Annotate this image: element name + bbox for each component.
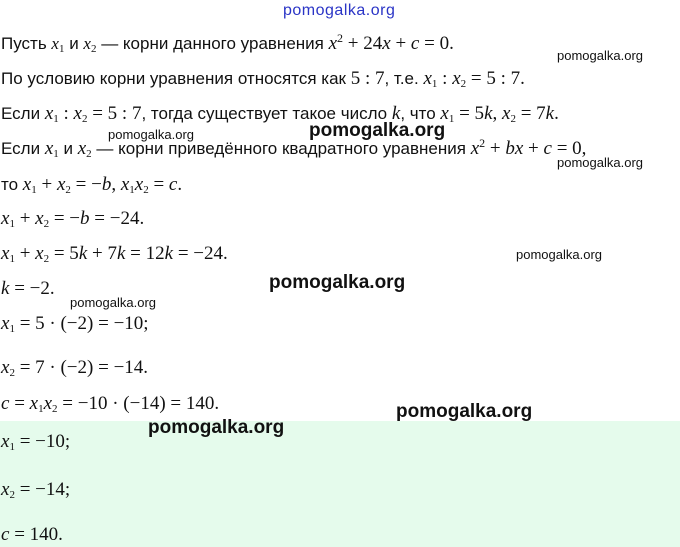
equation-x1: $x_1 = 5 \cdot (-2) = -10$;: [1, 313, 149, 335]
answer-c: c = 140.: [1, 524, 63, 545]
text-segment: , что: [400, 104, 436, 123]
text-segment: , тогда существует такое число: [141, 104, 388, 123]
solution-line-2: По условию корни уравнения относятся как 5 : 7, т.е. $x_1$ : $x_2 = 5$ : 7.: [1, 68, 525, 90]
solution-line-5: то $x_1 + x_2 = -b$, $x_1x_2 = c$.: [1, 174, 183, 196]
equation-sum-k: $x_1 + x_2 = 5k + 7k = 12k = -24$.: [1, 243, 228, 265]
text-segment: Если: [1, 104, 41, 123]
answer-x2: $x_2 = -14$;: [1, 479, 71, 501]
solution-line-3: Если $x_1$ : $x_2 = 5$ : 7, тогда существует такое число k, что $x_1 = 5k$, $x_2 = 7k$.: [1, 103, 559, 125]
text-segment: — корни данного уравнения: [101, 34, 324, 53]
solution-line-4: Если $x_1$ и $x_2$ — корни приведённого квадратного уравнения $x^2$ + bx + c = 0,: [1, 136, 587, 160]
text-segment: Пусть: [1, 34, 47, 53]
text-segment: и: [69, 34, 79, 53]
text-segment: Если: [1, 139, 41, 158]
watermark-small: pomogalka.org: [108, 127, 194, 142]
watermark-small: pomogalka.org: [557, 155, 643, 170]
equation-k: k = −2.: [1, 278, 55, 299]
text-segment: то: [1, 175, 19, 194]
text-segment: и: [63, 139, 73, 158]
watermark-small: pomogalka.org: [516, 247, 602, 262]
text-segment: , т.е.: [384, 69, 419, 88]
watermark-big: pomogalka.org: [148, 417, 285, 438]
watermark-big: pomogalka.org: [396, 401, 533, 422]
answer-highlight: [0, 421, 680, 547]
equation-sum-b: $x_1 + x_2 = -b = -24$.: [1, 208, 145, 230]
text-segment: По условию корни уравнения относятся как: [1, 69, 346, 88]
text-segment: — корни приведённого квадратного уравнения: [96, 139, 466, 158]
equation-x2: $x_2 = 7 \cdot (-2) = -14$.: [1, 357, 149, 379]
watermark-big: pomogalka.org: [269, 272, 406, 293]
watermark-big: pomogalka.org: [309, 120, 446, 141]
answer-x1: $x_1 = -10$;: [1, 431, 71, 453]
watermark-small: pomogalka.org: [70, 295, 156, 310]
watermark-small: pomogalka.org: [557, 48, 643, 63]
header-watermark: pomogalka.org: [283, 2, 396, 19]
solution-line-1: Пусть $x_1$ и $x_2$ — корни данного уравнения $x^2 + 24x + c = 0$.: [1, 31, 454, 55]
equation-c: $c = x_1x_2 = -10 \cdot (-14) = 140$.: [1, 393, 220, 415]
